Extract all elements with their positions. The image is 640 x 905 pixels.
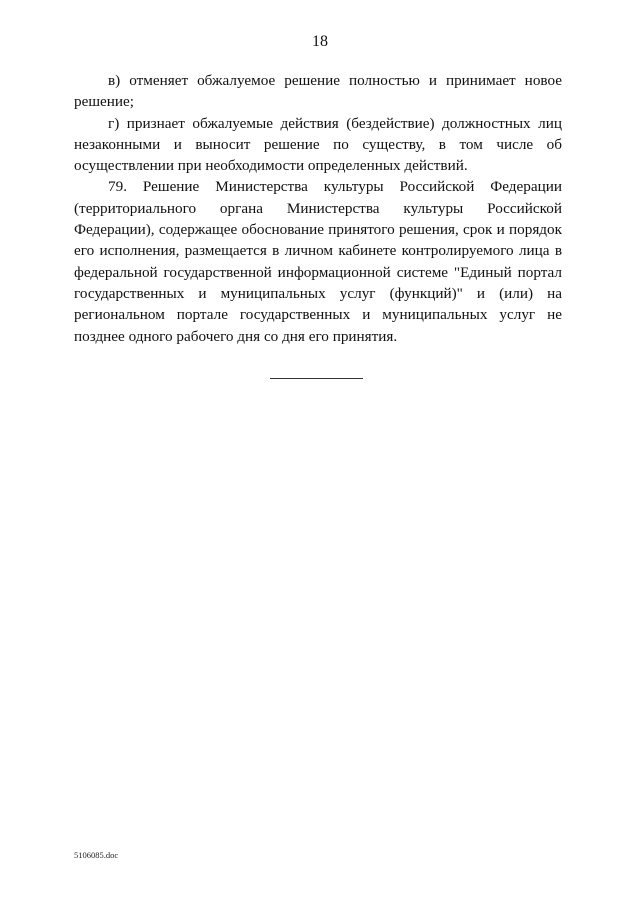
paragraph-79: 79. Решение Министерства культуры Российской Федерации (территориального органа Министерства культуры Российской Федерации), содержащее обоснование принятого решения, срок и порядок его исполнения, размещается в личном кабинете контролируемого лица в федеральной государственной информационной системе "Единый портал государственных и муниципальных услуг (функций)" и (или) на региональном портале государственных и муниципальных услуг не позднее одного рабочего дня со дня его принятия. bbox=[74, 178, 562, 345]
paragraph-item-v: в) отменяет обжалуемое решение полностью и принимает новое решение; bbox=[74, 72, 562, 111]
paragraph-item-g: г) признает обжалуемые действия (бездействие) должностных лиц незаконными и выносит решение по существу, в том числе об осуществлении при необходимости определенных действий. bbox=[74, 114, 562, 175]
document-body bbox=[74, 70, 562, 347]
footer-document-code: 5106085.doc bbox=[74, 850, 119, 860]
page-number: 18 bbox=[312, 33, 328, 50]
end-divider-line bbox=[270, 378, 363, 379]
